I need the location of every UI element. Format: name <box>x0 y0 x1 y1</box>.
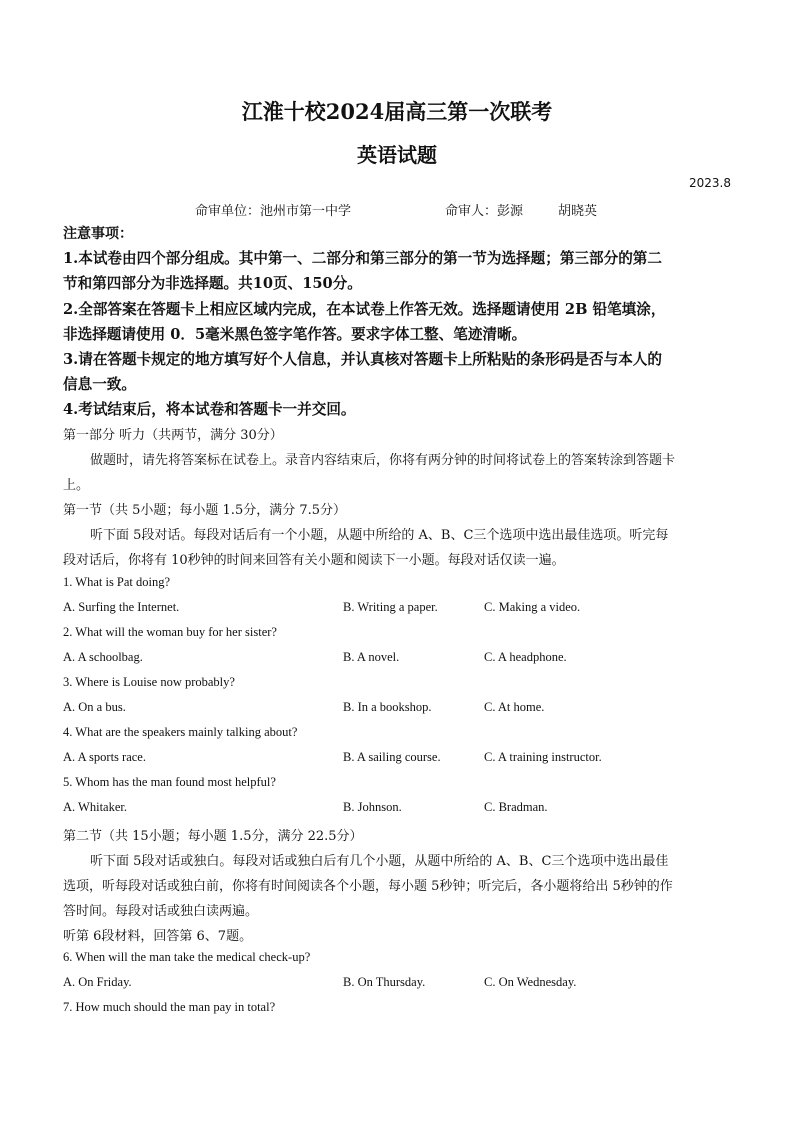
notice-item-1-line-1: 1.本试卷由四个部分组成。其中第一、二部分和第三部分的第一节为选择题；第三部分的第二 <box>63 250 662 267</box>
exam-date: 2023.8 <box>689 176 731 190</box>
question-stem: 3. Where is Louise now probably? <box>63 675 235 689</box>
part-1-intro-line-2: 上。 <box>63 478 90 493</box>
section-1-intro-line-2: 段对话后，你将有 10秒钟的时间来回答有关小题和阅读下一小题。每段对话仅读一遍。 <box>63 553 565 568</box>
section-2-heading: 第二节（共 15小题；每小题 1.5分，满分 22.5分） <box>63 829 363 844</box>
option-c: C. At home. <box>484 700 545 714</box>
option-c: C. Bradman. <box>484 800 548 814</box>
question-stem: 2. What will the woman buy for her sister? <box>63 625 277 639</box>
question-stem: 5. Whom has the man found most helpful? <box>63 775 276 789</box>
part-1-heading: 第一部分 听力（共两节，满分 30分） <box>63 428 283 443</box>
exam-title: 江淮十校2024届高三第一次联考 <box>241 99 553 124</box>
option-b: B. A sailing course. <box>343 750 441 764</box>
section-2-intro-line-2: 选项，听每段对话或独白前，你将有时间阅读各个小题，每小题 5秒钟；听完后，各小题将给出 5秒钟的作 <box>63 879 673 894</box>
notice-heading: 注意事项： <box>63 226 133 242</box>
exam-unit: 命审单位：池州市第一中学 <box>195 204 352 219</box>
option-a: A. A schoolbag. <box>63 650 143 664</box>
question-stem: 6. When will the man take the medical check-up? <box>63 950 311 964</box>
notice-item-2-line-1: 2.全部答案在答题卡上相应区域内完成，在本试卷上作答无效。选择题请使用 2B 铅笔填涂， <box>63 301 666 318</box>
notice-item-4: 4.考试结束后，将本试卷和答题卡一并交回。 <box>63 401 356 418</box>
option-c: C. A headphone. <box>484 650 567 664</box>
option-a: A. On Friday. <box>63 975 132 989</box>
exam-author: 命审人：彭源 <box>445 204 524 219</box>
option-b: B. Johnson. <box>343 800 402 814</box>
section-1-intro-line-1: 听下面 5段对话。每段对话后有一个小题，从题中所给的 A、B、C三个选项中选出最佳选项。听完每 <box>90 528 669 543</box>
notice-item-1-line-2: 节和第四部分为非选择题。共10页、150分。 <box>63 275 362 292</box>
notice-item-3-line-1: 3.请在答题卡规定的地方填写好个人信息，并认真核对答题卡上所粘贴的条形码是否与本人的 <box>63 351 662 368</box>
section-2-intro-line-1: 听下面 5段对话或独白。每段对话或独白后有几个小题，从题中所给的 A、B、C三个选项中选出最佳 <box>90 854 669 869</box>
option-a: A. On a bus. <box>63 700 126 714</box>
material-note: 听第 6段材料，回答第 6、7题。 <box>63 929 253 944</box>
option-c: C. A training instructor. <box>484 750 602 764</box>
option-b: B. A novel. <box>343 650 400 664</box>
question-stem: 4. What are the speakers mainly talking about? <box>63 725 298 739</box>
notice-item-2-line-2: 非选择题请使用 0．5毫米黑色签字笔作答。要求字体工整、笔迹清晰。 <box>63 326 527 343</box>
question-stem: 1. What is Pat doing? <box>63 575 171 589</box>
option-b: B. On Thursday. <box>343 975 426 989</box>
option-b: B. Writing a paper. <box>343 600 438 614</box>
notice-item-3-line-2: 信息一致。 <box>63 376 136 393</box>
part-1-intro-line-1: 做题时，请先将答案标在试卷上。录音内容结束后，你将有两分钟的时间将试卷上的答案转涂到答题卡 <box>90 453 676 468</box>
exam-subtitle: 英语试题 <box>357 143 437 167</box>
option-a: A. Whitaker. <box>63 800 127 814</box>
section-1-heading: 第一节（共 5小题；每小题 1.5分，满分 7.5分） <box>63 503 347 518</box>
exam-author-2: 胡晓英 <box>558 204 598 219</box>
option-b: B. In a bookshop. <box>343 700 432 714</box>
option-c: C. On Wednesday. <box>484 975 577 989</box>
option-a: A. Surfing the Internet. <box>63 600 180 614</box>
option-a: A. A sports race. <box>63 750 146 764</box>
section-2-intro-line-3: 答时间。每段对话或独白读两遍。 <box>63 904 259 919</box>
question-stem: 7. How much should the man pay in total? <box>63 1000 276 1014</box>
option-c: C. Making a video. <box>484 600 581 614</box>
